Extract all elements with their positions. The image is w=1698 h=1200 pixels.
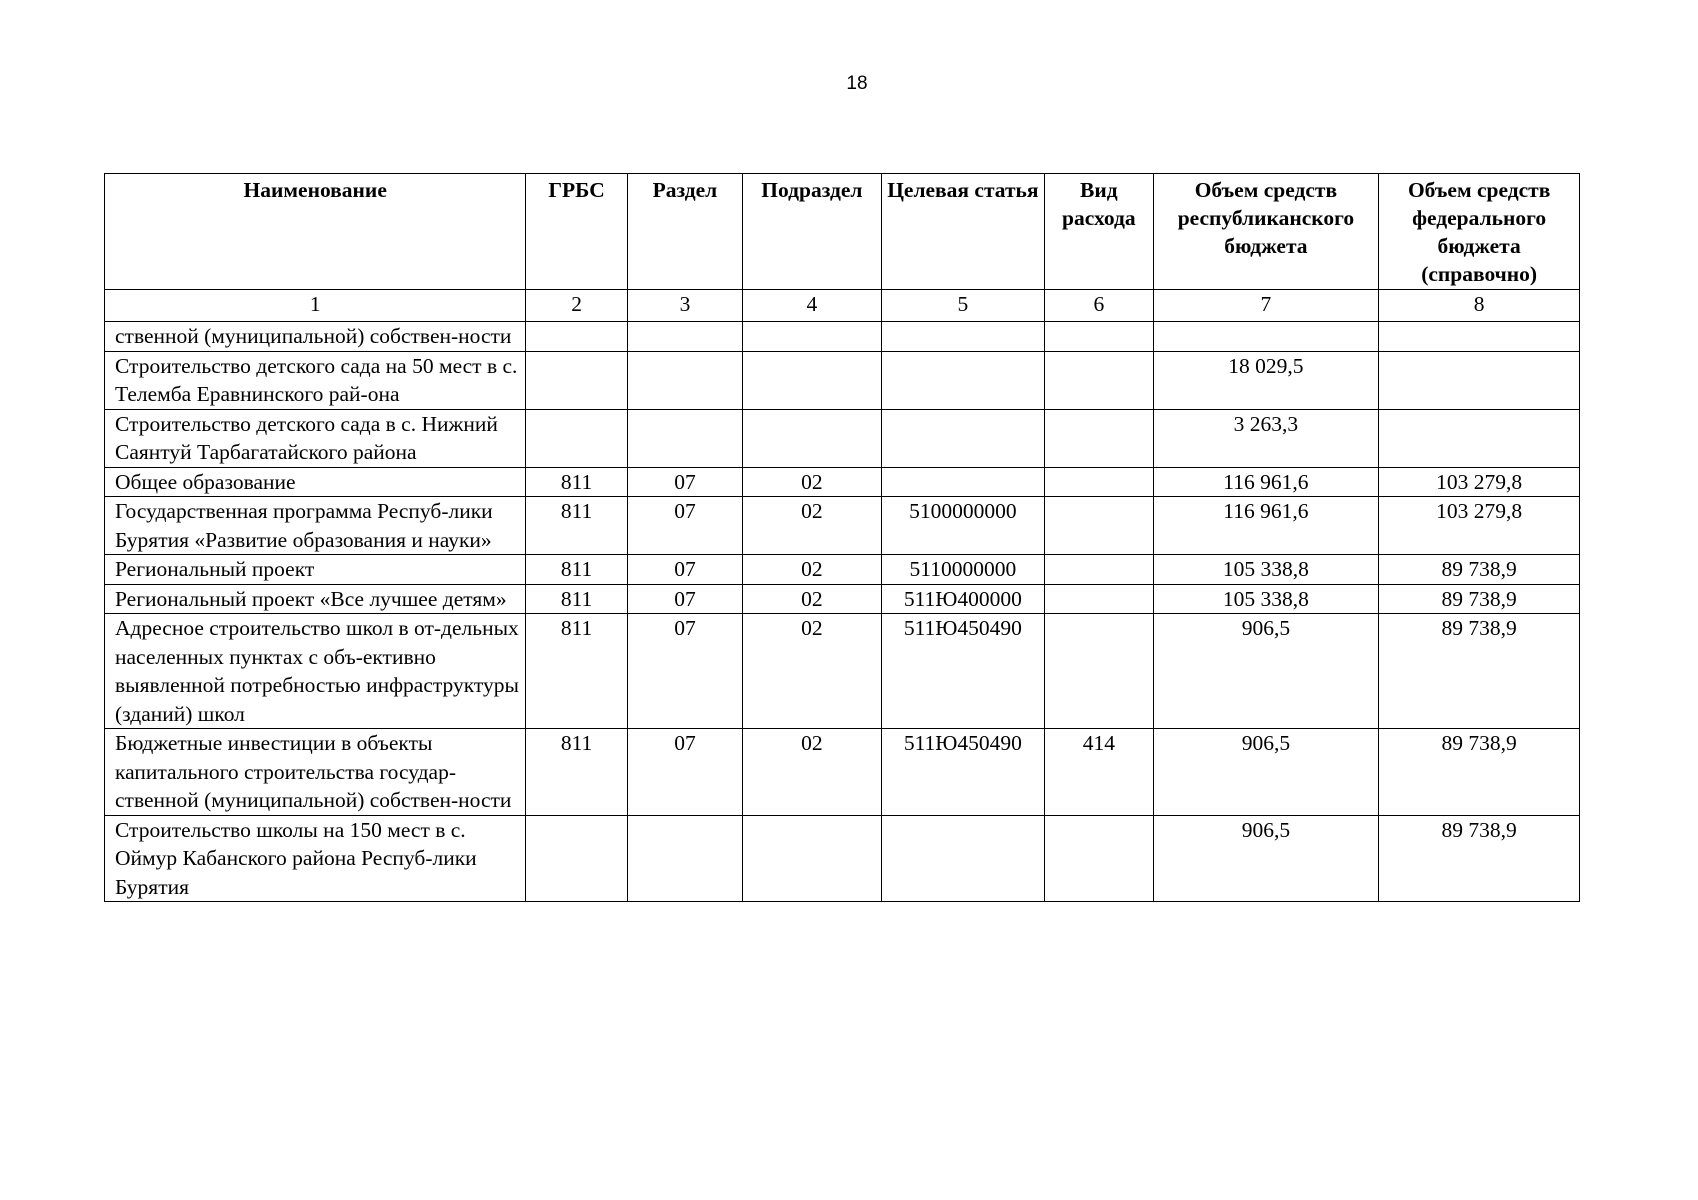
cell-subsection (743, 322, 881, 352)
cell-target-article (881, 815, 1045, 902)
cell-name: Общее образование (105, 467, 526, 497)
cell-subsection: 02 (743, 467, 881, 497)
cell-target-article: 511Ю450490 (881, 729, 1045, 816)
cell-republican-budget: 906,5 (1153, 729, 1379, 816)
cell-subsection: 02 (743, 555, 881, 585)
cell-name: Строительство детского сада в с. Нижний Саянтуй Тарбагатайского района (105, 409, 526, 467)
cell-name: Строительство школы на 150 мест в с. Оймур Кабанского района Респуб-лики Бурятия (105, 815, 526, 902)
cell-section: 07 (627, 497, 742, 555)
cell-grbs (526, 815, 627, 902)
column-number: 3 (627, 290, 742, 322)
cell-target-article: 511Ю450490 (881, 614, 1045, 729)
cell-subsection: 02 (743, 584, 881, 614)
cell-grbs (526, 409, 627, 467)
table-row (105, 351, 1580, 409)
cell-name: Государственная программа Респуб-лики Бурятия «Развитие образования и науки» (105, 497, 526, 555)
table-row (105, 497, 1580, 555)
cell-target-article (881, 351, 1045, 409)
cell-expense-type: 414 (1045, 729, 1153, 816)
table-row (105, 409, 1580, 467)
header-name: Наименование (105, 174, 526, 290)
cell-section: 07 (627, 614, 742, 729)
cell-republican-budget: 3 263,3 (1153, 409, 1379, 467)
column-number-row (105, 290, 1580, 322)
cell-target-article (881, 467, 1045, 497)
cell-section (627, 409, 742, 467)
cell-name: Бюджетные инвестиции в объекты капитального строительства государ-ственной (муниципальной) собствен-ности (105, 729, 526, 816)
cell-name: Строительство детского сада на 50 мест в с. Телемба Еравнинского рай-она (105, 351, 526, 409)
cell-federal-budget: 89 738,9 (1379, 815, 1580, 902)
cell-grbs: 811 (526, 555, 627, 585)
cell-section: 07 (627, 729, 742, 816)
cell-name: Региональный проект «Все лучшее детям» (105, 584, 526, 614)
cell-name: ственной (муниципальной) собствен-ности (105, 322, 526, 352)
cell-section (627, 351, 742, 409)
header-republican-budget: Объем средств республиканского бюджета (1153, 174, 1379, 290)
cell-target-article: 5100000000 (881, 497, 1045, 555)
cell-grbs: 811 (526, 497, 627, 555)
column-number: 6 (1045, 290, 1153, 322)
cell-name: Региональный проект (105, 555, 526, 585)
cell-expense-type (1045, 555, 1153, 585)
cell-republican-budget: 105 338,8 (1153, 584, 1379, 614)
cell-subsection: 02 (743, 497, 881, 555)
cell-republican-budget: 18 029,5 (1153, 351, 1379, 409)
table-row (105, 322, 1580, 352)
cell-section: 07 (627, 584, 742, 614)
cell-section: 07 (627, 467, 742, 497)
column-number: 7 (1153, 290, 1379, 322)
cell-republican-budget: 906,5 (1153, 614, 1379, 729)
column-number: 1 (105, 290, 526, 322)
header-expense-type: Вид расхода (1045, 174, 1153, 290)
cell-republican-budget: 116 961,6 (1153, 497, 1379, 555)
column-number: 2 (526, 290, 627, 322)
cell-target-article: 511Ю400000 (881, 584, 1045, 614)
cell-target-article: 5110000000 (881, 555, 1045, 585)
cell-expense-type (1045, 351, 1153, 409)
cell-expense-type (1045, 467, 1153, 497)
cell-expense-type (1045, 409, 1153, 467)
cell-grbs (526, 351, 627, 409)
cell-federal-budget: 103 279,8 (1379, 497, 1580, 555)
cell-subsection: 02 (743, 729, 881, 816)
cell-federal-budget (1379, 351, 1580, 409)
cell-republican-budget: 116 961,6 (1153, 467, 1379, 497)
cell-name: Адресное строительство школ в от-дельных населенных пунктах с объ-ективно выявленной потребностью инфраструктуры (зданий) школ (105, 614, 526, 729)
cell-section: 07 (627, 555, 742, 585)
header-row (105, 174, 1580, 290)
header-subsection: Подраздел (743, 174, 881, 290)
cell-section (627, 815, 742, 902)
header-grbs: ГРБС (526, 174, 627, 290)
cell-expense-type (1045, 584, 1153, 614)
cell-subsection: 02 (743, 614, 881, 729)
cell-section (627, 322, 742, 352)
cell-subsection (743, 815, 881, 902)
cell-grbs: 811 (526, 584, 627, 614)
cell-federal-budget: 89 738,9 (1379, 729, 1580, 816)
page-number: 18 (846, 73, 868, 94)
table-row (105, 614, 1580, 729)
cell-federal-budget: 89 738,9 (1379, 555, 1580, 585)
budget-table (104, 173, 1580, 902)
cell-target-article (881, 409, 1045, 467)
cell-federal-budget (1379, 322, 1580, 352)
cell-expense-type (1045, 815, 1153, 902)
cell-grbs: 811 (526, 614, 627, 729)
cell-federal-budget: 103 279,8 (1379, 467, 1580, 497)
header-federal-budget: Объем средств федерального бюджета (справочно) (1379, 174, 1580, 290)
column-number: 8 (1379, 290, 1580, 322)
cell-federal-budget: 89 738,9 (1379, 584, 1580, 614)
cell-republican-budget: 906,5 (1153, 815, 1379, 902)
header-target-article: Целевая статья (881, 174, 1045, 290)
column-number: 4 (743, 290, 881, 322)
cell-expense-type (1045, 322, 1153, 352)
cell-expense-type (1045, 614, 1153, 729)
cell-grbs: 811 (526, 467, 627, 497)
cell-grbs: 811 (526, 729, 627, 816)
table-row (105, 555, 1580, 585)
table-row (105, 467, 1580, 497)
cell-subsection (743, 351, 881, 409)
header-section: Раздел (627, 174, 742, 290)
cell-republican-budget: 105 338,8 (1153, 555, 1379, 585)
cell-republican-budget (1153, 322, 1379, 352)
table-row (105, 729, 1580, 816)
cell-target-article (881, 322, 1045, 352)
cell-federal-budget: 89 738,9 (1379, 614, 1580, 729)
cell-federal-budget (1379, 409, 1580, 467)
column-number: 5 (881, 290, 1045, 322)
table-row (105, 815, 1580, 902)
cell-expense-type (1045, 497, 1153, 555)
table-row (105, 584, 1580, 614)
cell-grbs (526, 322, 627, 352)
cell-subsection (743, 409, 881, 467)
